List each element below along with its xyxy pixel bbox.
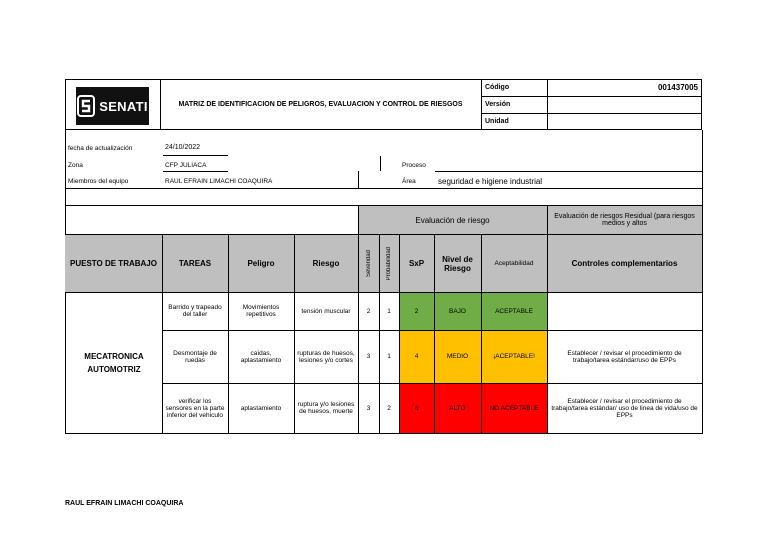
- logo-text: SENATI: [99, 98, 148, 114]
- row-sxp: 6: [414, 404, 419, 412]
- miembros-value: RAUL EFRAIN LIMACHI COAQUIRA: [165, 178, 273, 185]
- table-row: [162, 383, 228, 433]
- row-tarea: Barrido y trapeado del taller: [168, 304, 222, 318]
- row-severidad: 3: [366, 353, 371, 360]
- col-riesgo: Riesgo: [312, 259, 340, 268]
- table-row: [162, 292, 228, 330]
- area-value: seguridad e higiene industrial: [438, 177, 543, 186]
- col-tareas: TAREAS: [178, 259, 212, 268]
- senati-logo: [76, 87, 149, 125]
- row-riesgo: rupturas de huesos, lesiones y/o cortes: [297, 349, 355, 364]
- row-sxp: 4: [414, 353, 419, 360]
- row-controles: [547, 292, 702, 330]
- codigo-value: 001437005: [657, 83, 698, 92]
- zona-value: CFP JULIACA: [165, 162, 207, 169]
- row-aceptabilidad: NO ACEPTABLE: [489, 404, 539, 412]
- puesto-value: MECATRONICA AUTOMOTRIZ: [84, 351, 144, 374]
- zona-label: Zona: [68, 162, 83, 169]
- codigo-label: Código: [485, 84, 510, 91]
- col-peligro: Peligro: [247, 259, 275, 268]
- col-probabilidad: Probabilidad: [386, 246, 392, 281]
- row-controles: Establecer / revisar el procedimiento de trabajo/tarea estándar/uso de EPPs: [567, 349, 682, 364]
- row-tarea: verificar los sensores en la parte inferior del vehiculo: [165, 397, 225, 419]
- row-probabilidad: 1: [387, 353, 391, 360]
- col-nivel: Nivel de Riesgo: [442, 254, 473, 273]
- row-riesgo: tensión muscular: [301, 307, 351, 315]
- senati-emblem-icon: [77, 95, 95, 117]
- miembros-label: Miembros del equipo: [68, 178, 129, 185]
- residual-header: Evaluación de riesgos Residual (para riesgos medios y altos: [547, 206, 702, 234]
- fecha-label: fecha de actualización: [68, 145, 133, 152]
- row-peligro: aplastamiento: [240, 404, 282, 412]
- row-peligro: caídas, aplastamiento: [240, 349, 282, 364]
- proceso-label: Proceso: [402, 162, 426, 169]
- row-riesgo: ruptura y/o lesiones de huesos, muerte: [297, 401, 355, 415]
- row-peligro: Movimientos repetitivos: [242, 304, 280, 318]
- col-controles: Controles complementarios: [571, 259, 678, 268]
- table-row: [162, 330, 228, 383]
- col-severidad: Severidad: [365, 249, 372, 278]
- version-label: Versión: [485, 101, 511, 108]
- row-nivel: BAJO: [449, 307, 466, 315]
- row-probabilidad: 2: [387, 404, 391, 412]
- row-nivel: ALTO: [449, 404, 466, 412]
- area-label: Área: [402, 178, 416, 185]
- document-title: MATRIZ DE IDENTIFICACION DE PELIGROS, EVALUACION Y CONTROL DE RIESGOS: [178, 101, 463, 108]
- row-controles: Establecer / revisar el procedimiento de trabajo/tarea estándar/ uso de linea de vida/uso de EPPs: [551, 397, 698, 419]
- row-tarea: Desmontaje de ruedas: [173, 349, 217, 364]
- row-sxp: 2: [414, 307, 419, 315]
- row-severidad: 3: [366, 404, 371, 412]
- unidad-label: Unidad: [485, 118, 509, 125]
- row-nivel: MEDIO: [446, 353, 469, 360]
- col-aceptabilidad: Aceptabilidad: [494, 260, 534, 267]
- row-aceptabilidad: ACEPTABLE: [495, 307, 533, 315]
- evaluacion-header: Evaluación de riesgo: [358, 206, 547, 234]
- row-probabilidad: 1: [387, 307, 391, 315]
- col-sxp: SxP: [408, 259, 425, 268]
- row-severidad: 2: [366, 307, 371, 315]
- fecha-value: 24/10/2022: [165, 144, 201, 151]
- signature-name: RAUL EFRAIN LIMACHI COAQUIRA: [65, 500, 184, 507]
- row-aceptabilidad: ¡ACEPTABLE!: [493, 353, 535, 360]
- col-puesto: PUESTO DE TRABAJO: [70, 259, 157, 268]
